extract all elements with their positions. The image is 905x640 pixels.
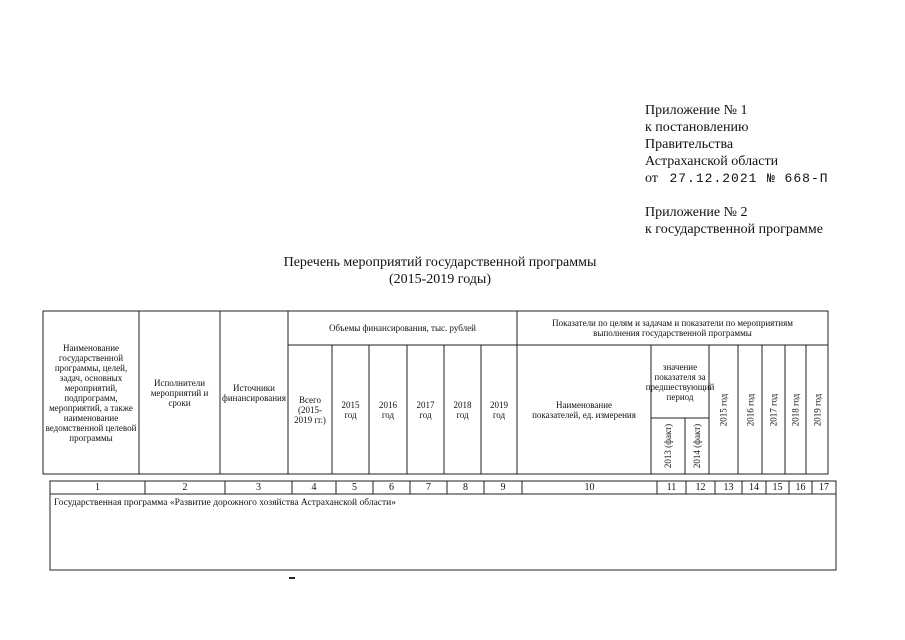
appendix-1-line-4: Астраханской области: [645, 154, 779, 169]
header-2016-text: 2016 год: [379, 399, 397, 420]
column-number-cell: 3: [256, 482, 261, 493]
header-2017-cell: [408, 346, 443, 473]
program-row-text: Государственная программа «Развитие дорожного хозяйства Астраханской области»: [54, 498, 396, 508]
header-indicator-2016-cell: [739, 346, 761, 473]
header-total-cell: [289, 346, 331, 473]
header-prev-value-text: значение показателя за предшествующий период: [645, 361, 715, 402]
header-2014-fact-cell: [686, 419, 708, 473]
header-2014-fact-text: 2014 (факт): [692, 423, 703, 469]
header-indicator-2017-text: 2017 год: [768, 393, 779, 426]
column-number-cell: 8: [463, 482, 468, 493]
appendix-2-line-2: к государственной программе: [645, 222, 823, 237]
column-number-cell: 10: [584, 482, 595, 493]
header-indicator-name-cell: [518, 346, 650, 473]
document-title-line-1: Перечень мероприятий государственной программы: [283, 255, 597, 270]
header-total-text: Всего (2015-2019 гг.): [294, 394, 326, 425]
header-indicator-2017-cell: [763, 346, 784, 473]
document-title-line-2: (2015-2019 годы): [388, 272, 491, 287]
column-number-cell: 1: [95, 482, 100, 493]
header-executors-text: Исполнители мероприятий и сроки: [150, 377, 209, 408]
header-sources-cell: [221, 312, 287, 473]
header-indicators-cell: [518, 312, 827, 344]
header-indicator-2019-cell: [807, 346, 827, 473]
column-number-cell: 9: [500, 482, 506, 493]
column-number-cell: 12: [695, 482, 706, 493]
column-number-cell: 15: [772, 482, 783, 493]
header-indicator-2015-cell: [710, 346, 737, 473]
header-indicator-2019-text: 2019 год: [812, 393, 823, 426]
column-number-cell: 5: [352, 482, 357, 493]
appendix-1-line-2: к постановлению: [645, 120, 749, 135]
appendix-1-title: Приложение № 1: [645, 103, 748, 118]
column-number-cell: 11: [666, 482, 677, 493]
column-number-cell: 4: [311, 482, 317, 493]
column-number-cell: 7: [426, 482, 431, 493]
header-sources-text: Источники финансирования: [222, 382, 286, 403]
header-2013-fact-text: 2013 (факт): [663, 423, 674, 469]
header-indicator-2016-text: 2016 год: [745, 393, 756, 426]
date-prefix: от: [645, 171, 658, 186]
header-2019-text: 2019 год: [490, 399, 508, 420]
column-number-cell: 16: [795, 482, 806, 493]
header-2019-cell: [482, 346, 516, 473]
header-funding-cell: [289, 312, 516, 344]
header-2015-text: 2015 год: [341, 399, 360, 420]
header-indicator-2015-text: 2015 год: [718, 393, 729, 426]
header-indicator-2018-text: 2018 год: [790, 393, 801, 426]
header-prev-value-cell: [645, 346, 715, 417]
header-indicator-name-text: Наименование показателей, ед. измерения: [532, 399, 636, 420]
appendix-1-line-3: Правительства: [645, 137, 734, 152]
header-2018-text: 2018 год: [453, 399, 472, 420]
header-2018-cell: [445, 346, 480, 473]
column-number-cell: 13: [723, 482, 734, 493]
header-2017-text: 2017 год: [416, 399, 435, 420]
header-indicators-text: Показатели по целям и задачам и показатели по мероприятиям выполнения государственной программы: [552, 318, 793, 338]
header-2016-cell: [370, 346, 406, 473]
header-name-cell: [44, 312, 138, 473]
appendix-2-title: Приложение № 2: [645, 205, 748, 220]
resolution-number: № 668-П: [766, 171, 829, 186]
header-name-text: Наименование государственной программы, целей, задач, основных мероприятий, подпрограмм, мероприятий, а также наименование ведомственной целевой программы: [45, 342, 137, 443]
header-funding-text: Объемы финансирования, тыс. рублей: [329, 323, 476, 333]
header-2015-cell: [333, 346, 368, 473]
header-2013-fact-cell: [652, 419, 684, 473]
column-number-cell: 14: [749, 482, 759, 493]
header-executors-cell: [140, 312, 219, 473]
header-indicator-2018-cell: [786, 346, 805, 473]
column-number-cell: 6: [389, 482, 394, 493]
column-number-cell: 2: [182, 482, 188, 493]
resolution-date: 27.12.2021: [669, 171, 758, 186]
column-number-cell: 17: [819, 482, 829, 493]
